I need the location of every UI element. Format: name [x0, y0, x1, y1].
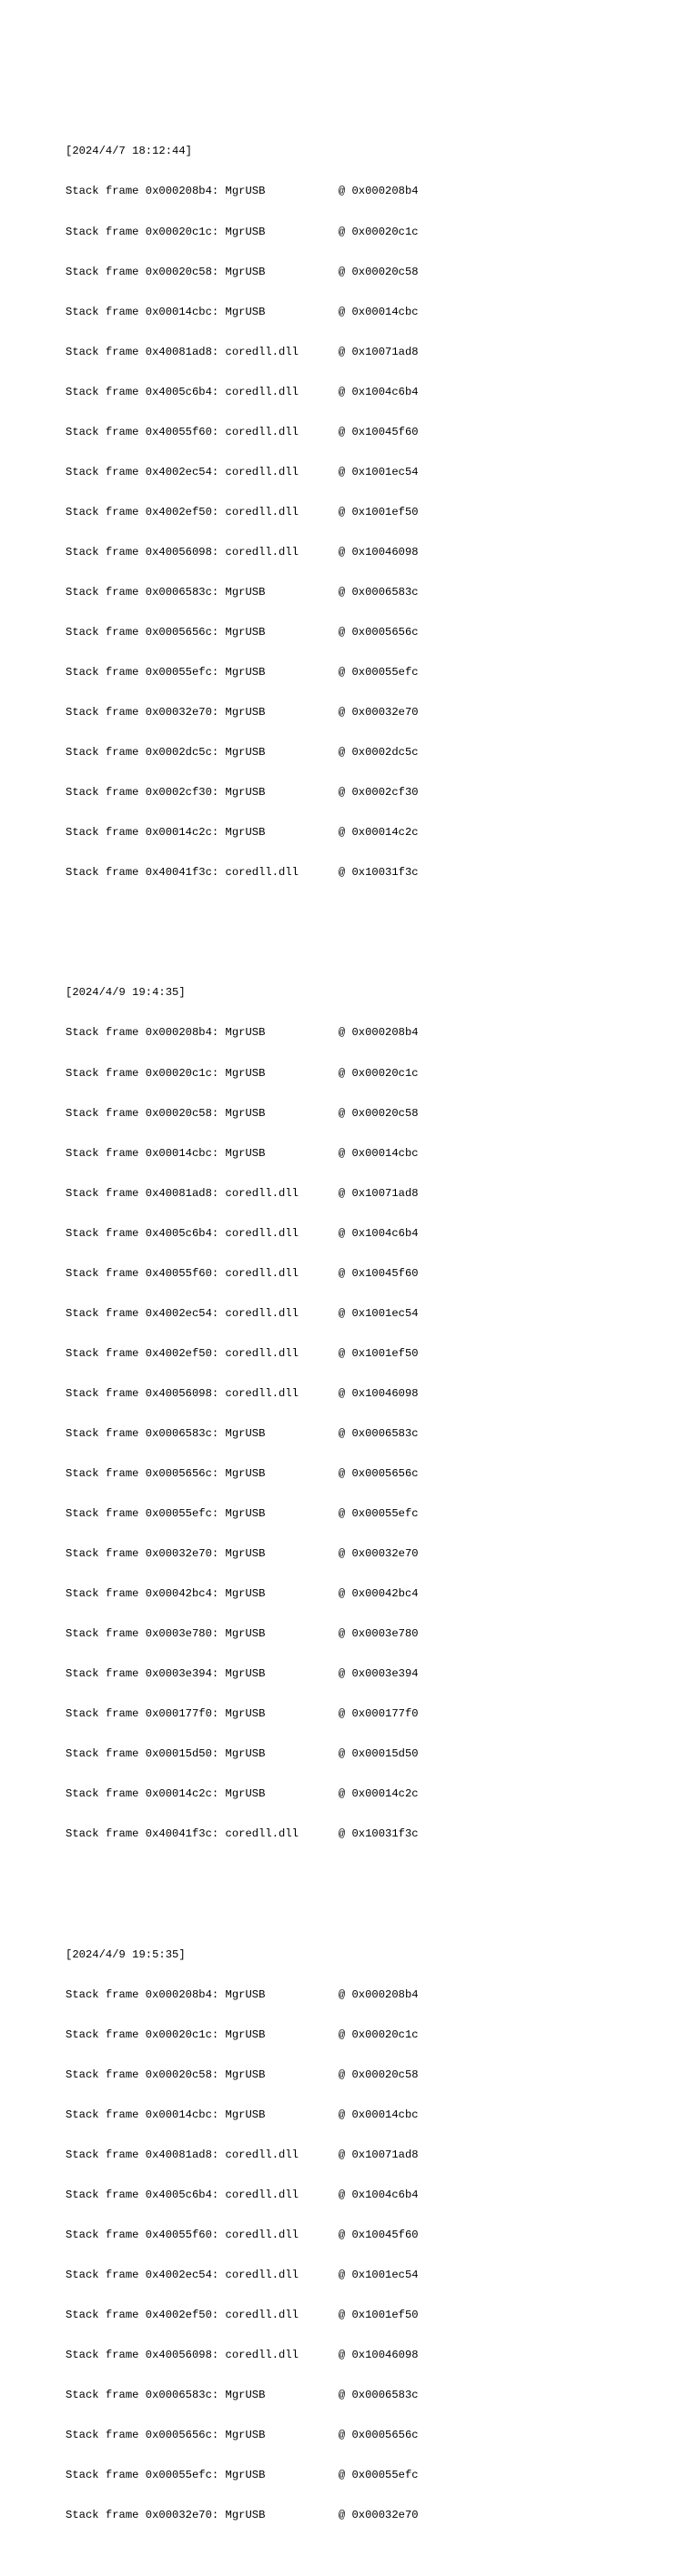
stack-frame-line: Stack frame 0x00020c58: MgrUSB @ 0x00020c58	[66, 265, 419, 278]
stack-frame-line: Stack frame 0x0005656c: MgrUSB @ 0x0005656c	[66, 626, 419, 639]
stack-frame-line: Stack frame 0x4005c6b4: coredll.dll @ 0x1004c6b4	[66, 385, 419, 398]
stack-frame-line: Stack frame 0x000177f0: MgrUSB @ 0x000177f0	[66, 1707, 419, 1721]
stack-frame-line: Stack frame 0x00055efc: MgrUSB @ 0x00055efc	[66, 1507, 419, 1521]
stack-frame-line: Stack frame 0x00020c1c: MgrUSB @ 0x00020c1c	[66, 1066, 419, 1080]
stack-frame-line: Stack frame 0x0006583c: MgrUSB @ 0x0006583c	[66, 2389, 419, 2402]
log-entry-timestamp: [2024/4/9 19:5:35]	[66, 1947, 186, 1961]
stack-frame-line: Stack frame 0x4002ec54: coredll.dll @ 0x1001ec54	[66, 465, 419, 478]
stack-frame-line: Stack frame 0x4002ec54: coredll.dll @ 0x1001ec54	[66, 1306, 419, 1320]
stack-frame-line: Stack frame 0x0005656c: MgrUSB @ 0x0005656c	[66, 1467, 419, 1480]
stack-frame-line: Stack frame 0x00032e70: MgrUSB @ 0x00032e70	[66, 706, 419, 719]
stack-frame-line: Stack frame 0x40055f60: coredll.dll @ 0x10045f60	[66, 425, 419, 438]
stack-frame-line: Stack frame 0x4005c6b4: coredll.dll @ 0x1004c6b4	[66, 1226, 419, 1240]
stack-frame-line: Stack frame 0x00020c1c: MgrUSB @ 0x00020c1c	[66, 225, 419, 238]
stack-frame-line: Stack frame 0x40081ad8: coredll.dll @ 0x10071ad8	[66, 345, 419, 358]
stack-frame-line: Stack frame 0x00014cbc: MgrUSB @ 0x00014cbc	[66, 2108, 419, 2121]
stack-frame-line: Stack frame 0x4005c6b4: coredll.dll @ 0x1004c6b4	[66, 2188, 419, 2201]
stack-frame-line: Stack frame 0x00032e70: MgrUSB @ 0x00032e70	[66, 1547, 419, 1561]
stack-trace-document	[66, 78, 666, 2576]
stack-frame-line: Stack frame 0x000208b4: MgrUSB @ 0x000208b4	[66, 1987, 419, 2001]
stack-frame-line: Stack frame 0x4002ef50: coredll.dll @ 0x1001ef50	[66, 1346, 419, 1360]
stack-frame-line: Stack frame 0x0003e394: MgrUSB @ 0x0003e394	[66, 1667, 419, 1681]
stack-frame-line: Stack frame 0x40055f60: coredll.dll @ 0x10045f60	[66, 2228, 419, 2241]
stack-frame-line: Stack frame 0x0003e780: MgrUSB @ 0x0003e780	[66, 1627, 419, 1641]
log-entry-timestamp: [2024/4/9 19:4:35]	[66, 986, 186, 1000]
stack-frame-line: Stack frame 0x00055efc: MgrUSB @ 0x00055efc	[66, 2469, 419, 2482]
stack-frame-line: Stack frame 0x00014c2c: MgrUSB @ 0x00014c2c	[66, 1787, 419, 1801]
stack-frame-line: Stack frame 0x00015d50: MgrUSB @ 0x00015d50	[66, 1747, 419, 1761]
stack-frame-line: Stack frame 0x000208b4: MgrUSB @ 0x000208b4	[66, 185, 419, 198]
stack-frame-line: Stack frame 0x40081ad8: coredll.dll @ 0x10071ad8	[66, 2148, 419, 2161]
stack-frame-line: Stack frame 0x4002ef50: coredll.dll @ 0x1001ef50	[66, 505, 419, 518]
stack-frame-line: Stack frame 0x4002ef50: coredll.dll @ 0x1001ef50	[66, 2309, 419, 2321]
stack-frame-line: Stack frame 0x40056098: coredll.dll @ 0x10046098	[66, 1386, 419, 1400]
stack-frame-line: Stack frame 0x00020c1c: MgrUSB @ 0x00020c1c	[66, 2028, 419, 2041]
log-entry	[66, 1921, 666, 2549]
stack-frame-line: Stack frame 0x00042bc4: MgrUSB @ 0x00042bc4	[66, 1587, 419, 1601]
stack-frame-line: Stack frame 0x40056098: coredll.dll @ 0x10046098	[66, 2349, 419, 2362]
stack-frame-line: Stack frame 0x0002cf30: MgrUSB @ 0x0002cf30	[66, 786, 419, 800]
stack-frame-line: Stack frame 0x0002dc5c: MgrUSB @ 0x0002dc5c	[66, 746, 419, 760]
log-entry	[66, 118, 666, 906]
stack-frame-line: Stack frame 0x0006583c: MgrUSB @ 0x0006583c	[66, 1426, 419, 1440]
stack-frame-line: Stack frame 0x0005656c: MgrUSB @ 0x0005656c	[66, 2429, 419, 2442]
stack-frame-line: Stack frame 0x00020c58: MgrUSB @ 0x00020c58	[66, 2068, 419, 2081]
log-entry	[66, 960, 666, 1867]
stack-frame-line: Stack frame 0x40041f3c: coredll.dll @ 0x10031f3c	[66, 866, 419, 880]
stack-frame-line: Stack frame 0x40081ad8: coredll.dll @ 0x10071ad8	[66, 1186, 419, 1200]
stack-frame-line: Stack frame 0x40056098: coredll.dll @ 0x10046098	[66, 545, 419, 558]
stack-frame-line: Stack frame 0x00055efc: MgrUSB @ 0x00055efc	[66, 666, 419, 679]
stack-frame-line: Stack frame 0x00014cbc: MgrUSB @ 0x00014cbc	[66, 1146, 419, 1160]
stack-frame-line: Stack frame 0x000208b4: MgrUSB @ 0x000208b4	[66, 1026, 419, 1040]
stack-frame-line: Stack frame 0x4002ec54: coredll.dll @ 0x1001ec54	[66, 2268, 419, 2281]
stack-frame-line: Stack frame 0x0006583c: MgrUSB @ 0x0006583c	[66, 585, 419, 599]
log-entry-timestamp: [2024/4/7 18:12:44]	[66, 145, 192, 158]
stack-frame-line: Stack frame 0x40041f3c: coredll.dll @ 0x10031f3c	[66, 1827, 419, 1841]
stack-frame-line: Stack frame 0x00032e70: MgrUSB @ 0x00032e70	[66, 2509, 419, 2522]
stack-frame-line: Stack frame 0x40055f60: coredll.dll @ 0x10045f60	[66, 1266, 419, 1280]
stack-frame-line: Stack frame 0x00014cbc: MgrUSB @ 0x00014cbc	[66, 305, 419, 318]
stack-frame-line: Stack frame 0x00014c2c: MgrUSB @ 0x00014c2c	[66, 826, 419, 840]
stack-frame-line: Stack frame 0x00020c58: MgrUSB @ 0x00020c58	[66, 1106, 419, 1120]
